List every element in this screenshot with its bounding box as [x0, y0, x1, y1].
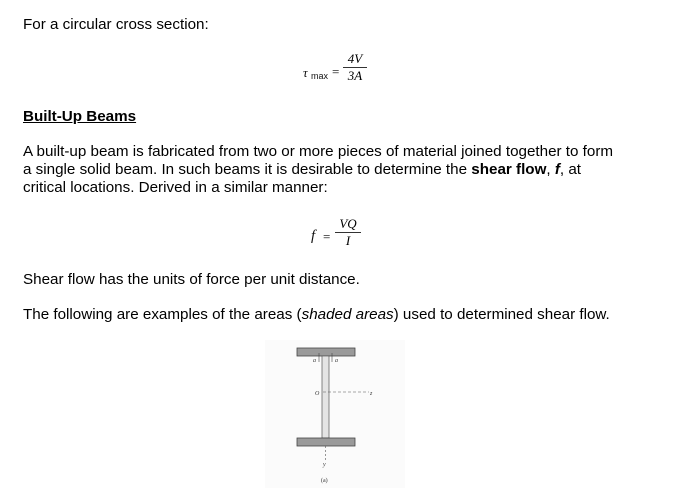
intro-text: For a circular cross section: — [23, 16, 209, 33]
f-fraction — [336, 216, 360, 249]
tau-denominator: 3A — [347, 68, 363, 83]
label-a-left: a — [313, 358, 316, 364]
label-a-right: a — [335, 358, 338, 364]
f-lhs: f — [311, 228, 316, 244]
label-y: y — [323, 462, 326, 468]
examples-text: The following are examples of the areas (shaded areas) used to determined shear flow. — [23, 306, 610, 323]
figure-caption: (a) — [321, 478, 328, 484]
tau-numerator: 4V — [347, 51, 363, 66]
tau-subscript: max — [311, 71, 329, 81]
web — [322, 356, 329, 438]
shaded-areas-emph: shaded areas — [301, 306, 394, 323]
f-equals: = — [323, 229, 331, 244]
tau-fraction — [344, 51, 366, 84]
tau-symbol: τ — [303, 65, 308, 80]
para-line-2: a single solid beam. In such beams it is desirable to determine the shear flow, f, at — [23, 161, 582, 178]
i-beam-diagram — [265, 340, 405, 488]
bottom-flange — [297, 438, 355, 446]
label-z: z — [370, 391, 373, 397]
units-text: Shear flow has the units of force per unit distance. — [23, 271, 360, 288]
para-line-3: critical locations. Derived in a similar manner: — [23, 179, 328, 196]
shear-flow-term: shear flow — [471, 161, 547, 178]
f-denominator: I — [345, 233, 351, 248]
section-heading: Built-Up Beams — [23, 108, 137, 125]
para-line-1: A built-up beam is fabricated from two or more pieces of material joined together to form — [23, 143, 614, 160]
top-flange — [297, 348, 355, 356]
f-symbol: f — [554, 161, 560, 178]
built-up-beam-figure — [265, 340, 405, 488]
f-numerator: VQ — [339, 216, 357, 231]
label-origin: O — [315, 391, 320, 397]
tau-equals: = — [332, 64, 340, 79]
